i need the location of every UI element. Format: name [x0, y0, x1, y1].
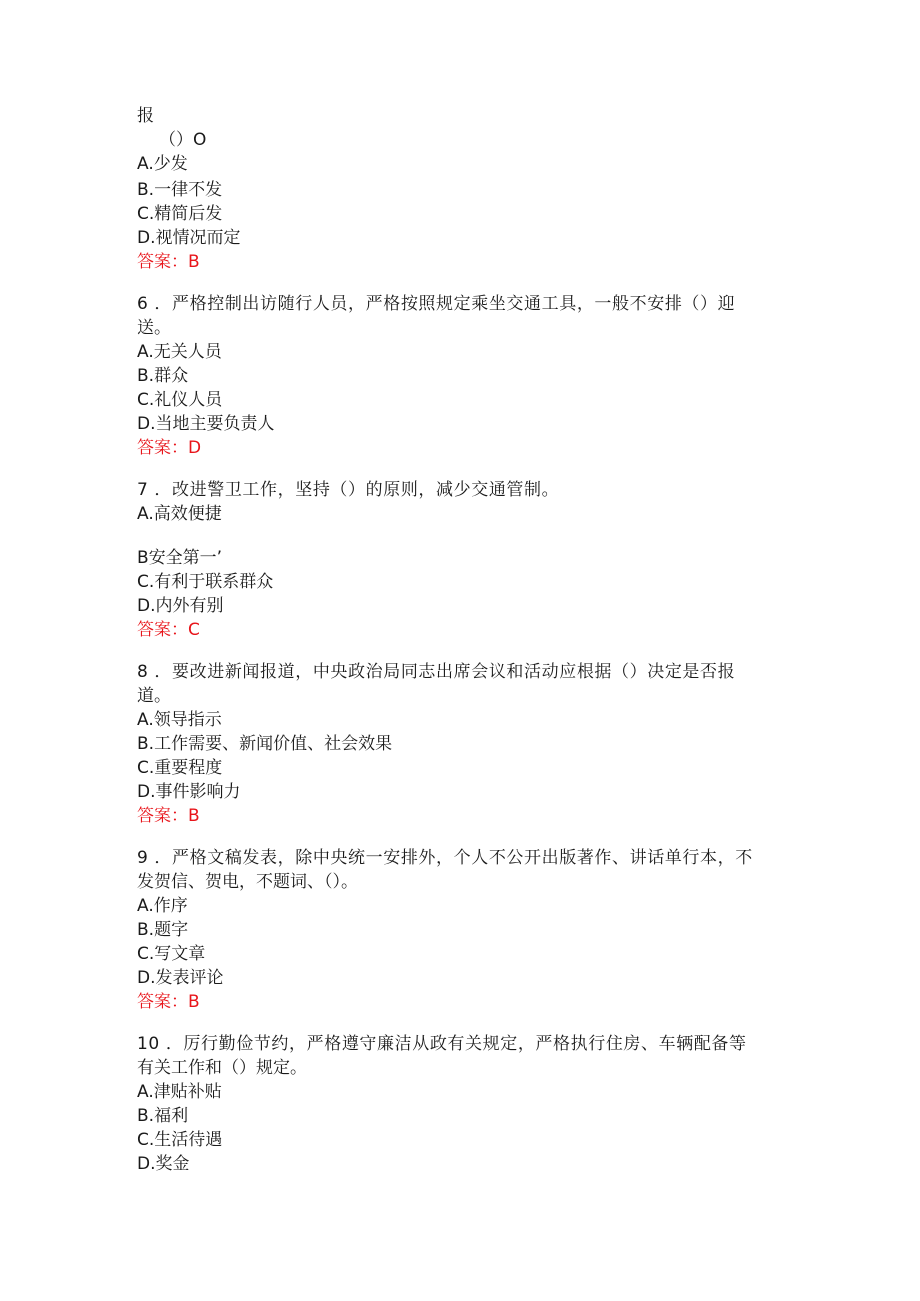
option: A.少发 [137, 154, 188, 174]
option: D.发表评论 [137, 968, 224, 988]
option: A.高效便捷 [137, 504, 222, 524]
blank-gap [137, 526, 787, 546]
fragment-line-2: （）O [159, 130, 207, 150]
question-8 [137, 660, 787, 828]
option: C.重要程度 [137, 758, 223, 778]
option: B.群众 [137, 366, 189, 386]
option: D.事件影响力 [137, 782, 241, 802]
option: D.当地主要负责人 [137, 414, 275, 434]
question-text-line-1: 8 ．要改进新闻报道，中央政治局同志出席会议和活动应根据（）决定是否报 [137, 662, 736, 682]
option: A.津贴补贴 [137, 1082, 222, 1102]
option: A.领导指示 [137, 710, 222, 730]
question-text-line-2: 送。 [137, 318, 171, 338]
question-text-line-2: 发贺信、贺电，不题词、（）。 [137, 872, 358, 892]
question-9 [137, 846, 787, 1014]
question-text-line-1: 7 ．改进警卫工作，坚持（）的原则，减少交通管制。 [137, 480, 560, 500]
option: B安全第一’ [137, 548, 223, 568]
option: A.无关人员 [137, 342, 222, 362]
question-text-line-1: 6 ．严格控制出访随行人员，严格按照规定乘坐交通工具，一般不安排（）迎 [137, 294, 736, 314]
option: D.内外有别 [137, 596, 224, 616]
option: C.精简后发 [137, 204, 223, 224]
option: B.题字 [137, 920, 189, 940]
question-6 [137, 292, 787, 460]
question-10 [137, 1032, 787, 1176]
option: D.视情况而定 [137, 228, 241, 248]
question-text-line-2: 有关工作和（）规定。 [137, 1058, 307, 1078]
answer-label: 答案：B [137, 806, 200, 826]
option: C.礼仪人员 [137, 390, 223, 410]
fragment-line-1: 报 [137, 106, 154, 126]
question-text-line-2: 道。 [137, 686, 171, 706]
option: B.一律不发 [137, 180, 223, 200]
document-page [137, 104, 787, 1176]
question-text-line-1: 9 ．严格文稿发表，除中央统一安排外，个人不公开出版著作、讲话单行本，不 [137, 848, 753, 868]
option: A.作序 [137, 896, 188, 916]
answer-label: 答案：D [137, 438, 202, 458]
question-text-line-1: 10 ．厉行勤俭节约，严格遵守廉洁从政有关规定，严格执行住房、车辆配备等 [137, 1034, 747, 1054]
question-7 [137, 478, 787, 642]
answer-label: 答案：C [137, 620, 200, 640]
option: D.奖金 [137, 1154, 190, 1174]
option: C.写文章 [137, 944, 206, 964]
answer-label: 答案：B [137, 252, 200, 272]
option: C.生活待遇 [137, 1130, 223, 1150]
option: B.福利 [137, 1106, 189, 1126]
answer-label: 答案：B [137, 992, 200, 1012]
option: B.工作需要、新闻价值、社会效果 [137, 734, 393, 754]
option: C.有利于联系群众 [137, 572, 274, 592]
question-fragment [137, 104, 787, 274]
